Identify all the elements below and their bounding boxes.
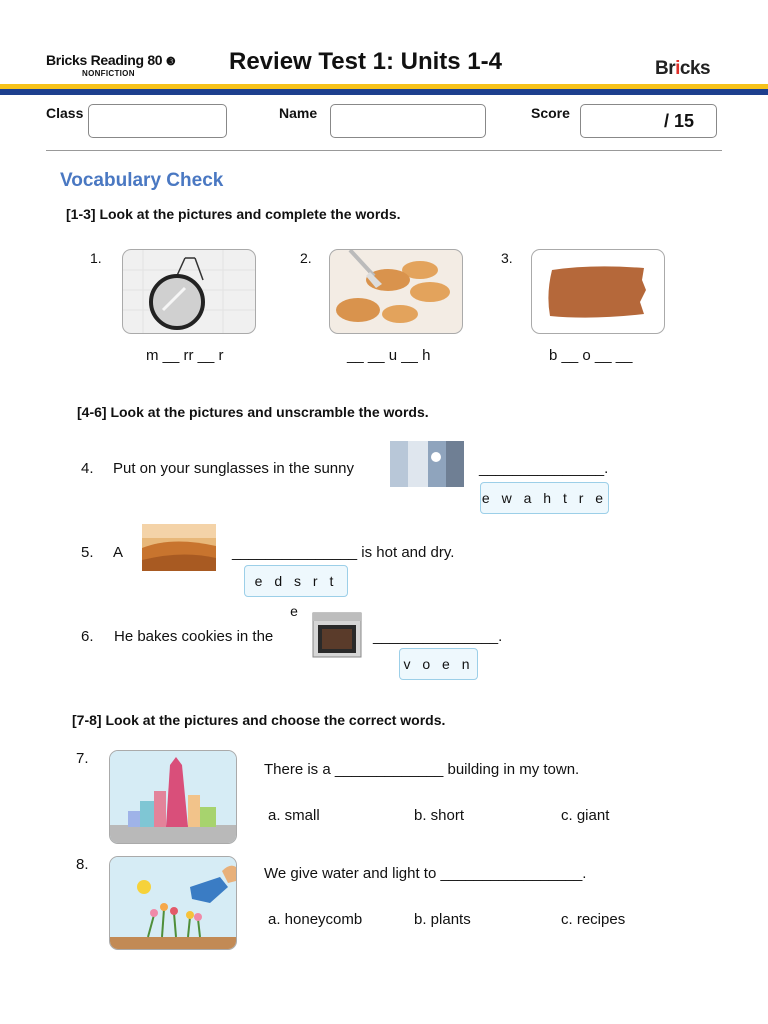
item-7-option-b[interactable]: b. short [414,807,465,824]
desert-icon [142,524,216,571]
score-value: / 15 [664,111,695,131]
plants-icon [109,856,237,950]
item-3-number: 3. [501,250,513,266]
brand-subtitle: NONFICTION [82,69,135,78]
item-4-number: 4. [81,460,94,477]
item-8-option-a[interactable]: a. honeycomb [268,911,363,928]
item-5-blank: _______________ is hot and dry. [232,544,455,561]
item-7-number: 7. [76,750,89,767]
bricks-logo: Bricks [655,58,711,79]
part1-instruction: [1-3] Look at the pictures and complete the words. [66,206,401,222]
item-3-word: b __ o __ __ [549,347,633,364]
brush-icon [329,249,463,334]
mirror-icon [122,249,256,334]
item-6-blank: _______________. [373,628,503,645]
brand-badge: ❸ [165,56,176,68]
skyscraper-icon [109,750,237,844]
item-2-number: 2. [300,250,312,266]
oven-icon [312,612,362,658]
part3-instruction: [7-8] Look at the pictures and choose the correct words. [72,712,446,728]
item-6-number: 6. [81,628,94,645]
item-4-sentence: Put on your sunglasses in the sunny [113,460,354,477]
item-7-sentence: There is a _____________ building in my town. [264,761,580,778]
item-6-scrambled: v o e n [399,648,478,680]
weather-icon [390,441,464,487]
name-field[interactable] [330,104,486,138]
item-4-blank: _______________. [479,460,609,477]
item-5-sentence: A [113,544,124,561]
divider [46,150,722,151]
item-7-option-c[interactable]: c. giant [561,807,610,824]
item-1-number: 1. [90,250,102,266]
header-stripe-blue [0,89,768,95]
section-title: Vocabulary Check [60,170,224,191]
score-field[interactable] [580,104,717,138]
brand-name: Bricks Reading 80 ❸ [46,52,176,68]
item-2-word: __ __ u __ h [347,347,431,364]
item-8-number: 8. [76,856,89,873]
item-7-option-a[interactable]: a. small [268,807,320,824]
item-6-sentence: He bakes cookies in the [114,628,274,645]
brown-paint-icon [531,249,665,334]
item-4-scrambled: e w a h t r e [480,482,609,514]
item-8-sentence: We give water and light to _________________. [264,865,587,882]
item-1-word: m __ rr __ r [146,347,224,364]
item-8-option-b[interactable]: b. plants [414,911,471,928]
item-5-scrambled: e d s r t e [244,565,348,597]
class-field[interactable] [88,104,227,138]
item-5-number: 5. [81,544,94,561]
class-label: Class [46,105,84,121]
part2-instruction: [4-6] Look at the pictures and unscramble the words. [77,404,429,420]
name-label: Name [279,105,318,121]
page-title: Review Test 1: Units 1-4 [229,48,502,75]
score-label: Score [531,105,570,121]
item-8-option-c[interactable]: c. recipes [561,911,626,928]
